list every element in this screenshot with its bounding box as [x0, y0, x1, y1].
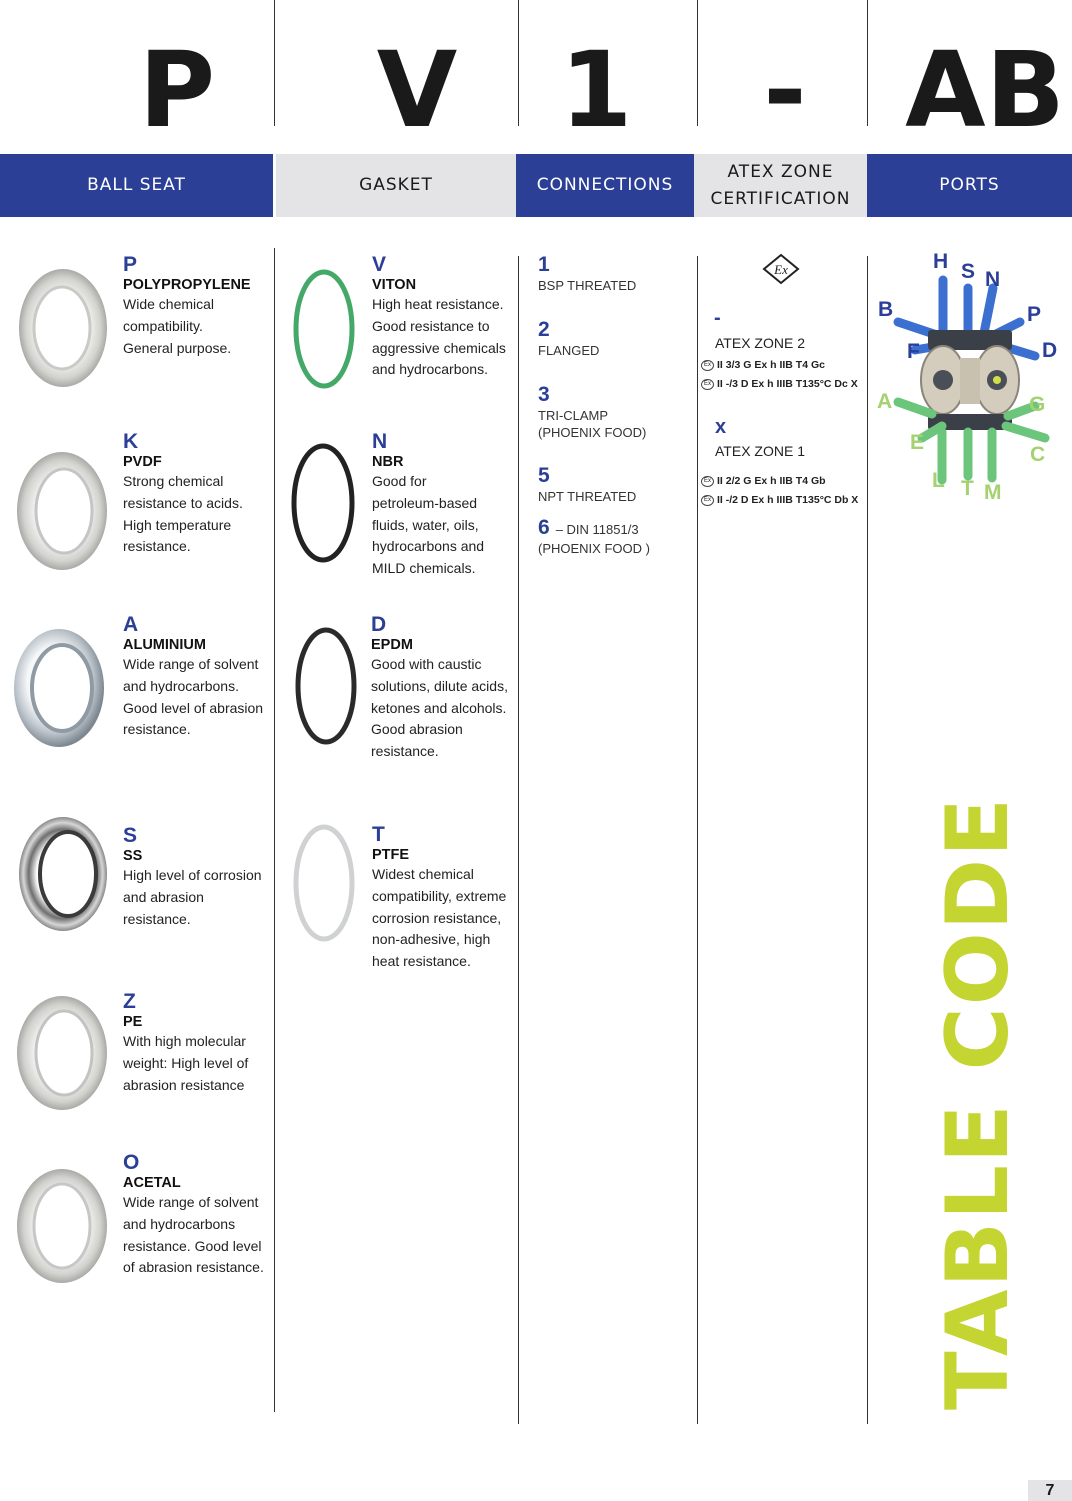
gasket-desc: Widest chemical compatibility, extreme corrosion resistance, non-adhesive, high heat resistance.	[372, 866, 507, 970]
seat-desc: Wide chemical compatibility. General purpose.	[123, 296, 232, 356]
gasket-item-t	[372, 824, 506, 973]
gasket-code: D	[371, 613, 387, 636]
gasket-name: PTFE	[372, 847, 410, 863]
code-letter-connection: 1	[560, 29, 633, 151]
connection-text: NPT THREATED	[538, 489, 637, 504]
connection-code: 5	[538, 464, 550, 487]
connection-text: (PHOENIX FOOD )	[538, 541, 650, 556]
seat-name: PVDF	[123, 454, 162, 470]
gasket-item-n	[372, 431, 484, 580]
seat-code: K	[123, 430, 139, 453]
port-label-p: P	[1027, 303, 1042, 326]
gasket-image-viton	[292, 268, 358, 397]
header-ball-seat	[0, 154, 273, 217]
top-divider	[867, 0, 868, 126]
gasket-name: VITON	[372, 277, 417, 293]
atex-zone-2	[701, 307, 858, 390]
gasket-desc: High heat resistance. Good resistance to aggressive chemicals and hydrocarbons.	[372, 296, 506, 378]
seat-name: ACETAL	[123, 1175, 181, 1191]
port-label-e: E	[910, 431, 925, 454]
gasket-image-nbr	[290, 441, 358, 570]
seat-image-acetal	[16, 1168, 110, 1293]
port-label-c: C	[1030, 443, 1046, 466]
seat-code: P	[123, 253, 138, 276]
seat-item-p	[123, 254, 251, 359]
gasket-name: EPDM	[371, 637, 413, 653]
port-label-d: D	[1042, 339, 1058, 362]
connection-code: 2	[538, 318, 550, 341]
connection-code: 3	[538, 383, 550, 406]
seat-desc: Wide range of solvent and hydrocarbons. Good level of abrasion resistance.	[123, 656, 264, 738]
ex-small-icon: Ex	[701, 360, 714, 371]
seat-item-s	[123, 825, 262, 930]
seat-code: Z	[123, 990, 136, 1013]
gasket-item-d	[371, 614, 508, 763]
header-label: CERTIFICATION	[710, 188, 851, 209]
page-number: 7	[1028, 1480, 1072, 1501]
connection-text: BSP THREATED	[538, 278, 637, 293]
gasket-code: N	[372, 430, 388, 453]
gasket-desc: Good for petroleum-based fluids, water, oils, hydrocarbons and MILD chemicals.	[372, 473, 485, 577]
atex-marking: Ex II -/2 D Ex h IIIB T135°C Db X	[701, 494, 858, 506]
connection-item-5	[538, 464, 636, 505]
gasket-code: V	[372, 253, 387, 276]
table-code-title: TABLE CODE	[928, 796, 1028, 1410]
port-label-g: G	[1029, 393, 1046, 416]
ex-small-icon: Ex	[701, 379, 714, 390]
code-letter-atex: -	[763, 29, 807, 151]
header-label: GASKET	[359, 175, 433, 195]
atex-code: x	[715, 416, 727, 438]
connection-text: FLANGED	[538, 343, 600, 358]
seat-code: S	[123, 824, 138, 847]
port-label-h: H	[933, 250, 949, 273]
code-letter-ball-seat: P	[138, 29, 216, 151]
column-divider	[274, 248, 275, 1412]
gasket-item-v	[372, 254, 506, 381]
column-divider	[697, 256, 698, 1424]
atex-zone-label: ATEX ZONE 2	[715, 335, 805, 351]
seat-code: A	[123, 613, 139, 636]
gasket-desc: Good with caustic solutions, dilute acids, ketones and alcohols. Good abrasion resistance.	[371, 656, 508, 760]
connection-item-2	[538, 318, 599, 359]
seat-name: SS	[123, 848, 143, 864]
port-label-m: M	[984, 481, 1002, 504]
seat-desc: With high molecular weight: High level of abrasion resistance	[123, 1033, 249, 1093]
port-label-b: B	[878, 298, 894, 321]
gasket-name: NBR	[372, 454, 404, 470]
seat-item-k	[123, 431, 243, 558]
top-divider	[697, 0, 698, 126]
port-label-s: S	[961, 260, 976, 283]
seat-desc: High level of corrosion and abrasion resistance.	[123, 867, 262, 927]
connection-item-1	[538, 253, 636, 294]
atex-marking: Ex II 3/3 G Ex h IIB T4 Gc	[701, 359, 858, 371]
connection-code: 1	[538, 253, 550, 276]
connection-item-6	[538, 516, 650, 557]
seat-image-pe	[16, 995, 110, 1120]
connection-text: (PHOENIX FOOD)	[538, 425, 647, 440]
seat-item-o	[123, 1152, 264, 1279]
svg-text:Ex: Ex	[774, 262, 788, 277]
column-divider	[518, 256, 519, 1424]
ex-small-icon: Ex	[701, 476, 714, 487]
connection-item-3	[538, 383, 646, 441]
connection-text: TRI-CLAMP	[538, 408, 609, 423]
seat-name: PE	[123, 1014, 143, 1030]
port-label-n: N	[985, 268, 1001, 291]
atex-zone-1	[701, 416, 858, 506]
seat-image-ss	[18, 816, 110, 941]
gasket-image-ptfe	[292, 823, 358, 950]
header-label: CONNECTIONS	[536, 175, 674, 195]
seat-image-aluminium	[12, 628, 106, 755]
atex-marking: Ex II -/3 D Ex h IIIB T135°C Dc X	[701, 378, 858, 390]
code-letter-gasket: V	[376, 29, 458, 151]
connection-code: 6	[538, 516, 550, 539]
port-label-f: F	[907, 340, 920, 363]
header-label: BALL SEAT	[87, 175, 186, 195]
header-label: ATEX ZONE	[727, 161, 834, 182]
connection-text: – DIN 11851/3	[555, 522, 639, 537]
port-label-a: A	[877, 390, 893, 413]
header-label: PORTS	[939, 175, 1000, 195]
seat-desc: Strong chemical resistance to acids. High temperature resistance.	[123, 473, 243, 555]
column-divider	[867, 256, 868, 1424]
code-letter-ports: AB	[905, 29, 1065, 151]
header-gasket	[276, 154, 516, 217]
port-label-l: L	[932, 469, 945, 492]
seat-image-pvdf	[16, 451, 110, 578]
top-divider	[274, 0, 275, 126]
gasket-image-epdm	[294, 626, 360, 753]
gasket-code: T	[372, 823, 385, 846]
top-divider	[518, 0, 519, 126]
seat-name: POLYPROPYLENE	[123, 277, 251, 293]
seat-item-z	[123, 991, 248, 1096]
seat-item-a	[123, 614, 263, 741]
header-connections	[516, 154, 694, 217]
header-atex	[694, 154, 867, 217]
ex-small-icon: Ex	[701, 495, 714, 506]
seat-name: ALUMINIUM	[123, 637, 206, 653]
ex-icon	[762, 253, 800, 290]
seat-image-polypropylene	[18, 268, 110, 395]
seat-code: O	[123, 1151, 140, 1174]
port-label-t: T	[961, 477, 974, 500]
atex-code: -	[714, 307, 721, 329]
header-ports	[867, 154, 1072, 217]
atex-marking: Ex II 2/2 G Ex h IIB T4 Gb	[701, 475, 858, 487]
seat-desc: Wide range of solvent and hydrocarbons resistance. Good level of abrasion resistance.	[123, 1194, 264, 1276]
atex-zone-label: ATEX ZONE 1	[715, 443, 805, 459]
